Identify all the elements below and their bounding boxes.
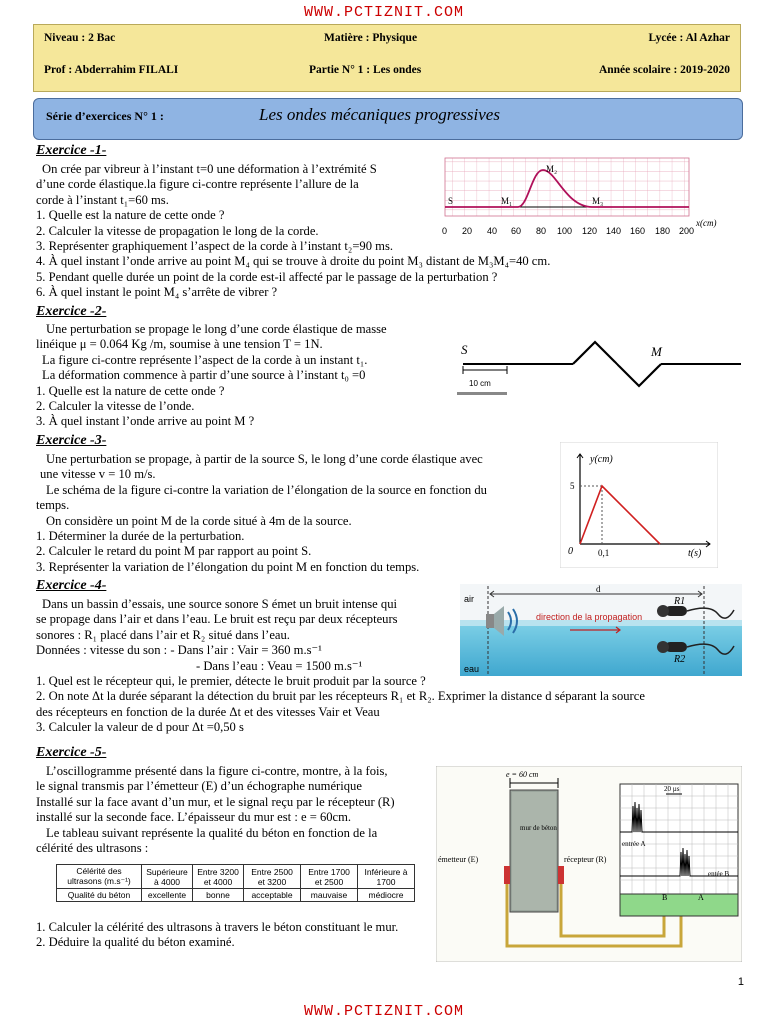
- ex3-figure: [560, 442, 718, 568]
- ex5-title: Exercice -5-: [36, 745, 107, 760]
- ex5-text: [36, 764, 395, 856]
- ex5-mur: mur de béton: [520, 824, 557, 832]
- table-cell: Supérieure à 4000: [142, 865, 193, 889]
- ex4-R2: R2: [674, 654, 686, 665]
- table-cell: Entre 3200 et 4000: [193, 865, 244, 889]
- ex4-line: se propage dans l’air et dans l’eau. Le bruit est reçu par deux récepteurs: [36, 612, 398, 627]
- table-cell: Inférieure à 1700: [358, 865, 415, 889]
- prof: Prof : Abderrahim FILALI: [44, 64, 179, 76]
- ex3-line: 3. Représenter la variation de l’élongation du point M en fonction du temps.: [36, 559, 420, 574]
- table-cell: Entre 1700 et 2500: [301, 865, 358, 889]
- ex5-questions: [36, 920, 398, 951]
- ex1-line: 3. Représenter graphiquement l’aspect de la corde à l’instant t₂=90 ms.: [36, 239, 394, 254]
- ex2-S: S: [461, 342, 468, 357]
- matiere: Matière : Physique: [324, 32, 418, 44]
- ex1-line: 6. À quel instant le point M₄ s’arrête de vibrer ?: [36, 285, 278, 300]
- ex3-y5: 5: [570, 481, 575, 491]
- ex5-entreeB: entée B: [708, 870, 730, 878]
- ex2-line: La déformation commence à partir d’une source à l’instant t₀ =0: [42, 368, 366, 383]
- ex3-line: une vitesse v = 10 m/s.: [40, 467, 156, 482]
- ex3-ylabel: y(cm): [590, 454, 613, 465]
- ex1-axis-label: x(cm): [696, 218, 717, 228]
- lycee: Lycée : Al Azhar: [648, 32, 730, 44]
- ex1-tick: 40: [487, 226, 498, 236]
- ex3-line: temps.: [36, 498, 70, 513]
- table-cell: Entre 2500 et 3200: [244, 865, 301, 889]
- beton-table: [56, 864, 415, 902]
- ex3-line: 2. Calculer le retard du point M par rapport au point S.: [36, 544, 312, 559]
- ex4-line: Données : vitesse du son : - Dans l’air : Vair = 360 m.s⁻¹: [36, 643, 322, 658]
- ex2-text: [36, 322, 387, 430]
- ex2-line: Une perturbation se propage le long d’une corde élastique de masse: [46, 322, 387, 336]
- table-cell: acceptable: [244, 889, 301, 902]
- ex1-tick: 20: [462, 226, 473, 236]
- ex1-line: 2. Calculer la vitesse de propagation le long de la corde.: [36, 223, 319, 238]
- ex3-xlabel: t(s): [688, 548, 702, 559]
- ex2-M: M: [651, 344, 662, 359]
- ex5-A: A: [698, 893, 704, 902]
- ex4-dir: direction de la propagation: [536, 612, 643, 622]
- serie-title: Les ondes mécaniques progressives: [259, 105, 500, 124]
- ex5-emetteur: émetteur (E): [438, 855, 479, 864]
- ex4-line: 1. Quel est le récepteur qui, le premier, détecte le bruit produit par la source ?: [36, 674, 426, 689]
- annee: Année scolaire : 2019-2020: [598, 64, 730, 76]
- table-cell: excellente: [142, 889, 193, 902]
- ex2-scale: 10 cm: [469, 379, 491, 388]
- ex2-line: linéique μ = 0.064 Kg /m, soumise à une tension T = 1N.: [36, 337, 323, 352]
- ex1-line: d’une corde élastique.la figure ci-contre représente l’allure de la: [36, 177, 359, 192]
- ex3-origin: 0: [568, 546, 573, 557]
- ex4-line: 2. On note Δt la durée séparant la détection du bruit par les récepteurs R₁ et R₂. Exprimer la distance d séparant la source: [36, 689, 645, 704]
- ex3-line: 1. Déterminer la durée de la perturbation.: [36, 529, 245, 544]
- serie-label: Série d’exercices N° 1 :: [46, 109, 164, 123]
- ex1-tick: 100: [557, 226, 573, 236]
- ex1-line: 5. Pendant quelle durée un point de la corde est-il affecté par le passage de la perturbation ?: [36, 269, 498, 284]
- ex1-figure: [440, 152, 740, 240]
- ex1-ticks: [442, 226, 694, 236]
- ex3-title: Exercice -3-: [36, 433, 107, 448]
- ex5-e: e = 60 cm: [506, 770, 539, 779]
- ex1-tick: 180: [655, 226, 671, 236]
- ex1-tick: 140: [606, 226, 622, 236]
- ex2-line: 3. À quel instant l’onde arrive au point M ?: [36, 414, 255, 429]
- ex5-line: 2. Déduire la qualité du béton examiné.: [36, 935, 235, 950]
- table-cell: médiocre: [358, 889, 415, 902]
- ex2-line: 1. Quelle est la nature de cette onde ?: [36, 383, 225, 398]
- ex4-line: 3. Calculer la valeur de d pour Δt =0,50 s: [36, 720, 244, 735]
- ex2-figure: [455, 328, 747, 398]
- ex5-B: B: [662, 893, 668, 902]
- ex4-eau-label: eau: [464, 664, 480, 674]
- ex1-tick: 200: [679, 226, 695, 236]
- ex5-line: installé sur la seconde face. L’épaisseur du mur est : e = 60cm.: [36, 810, 352, 825]
- table-cell: bonne: [193, 889, 244, 902]
- ex1-tick: 80: [536, 226, 547, 236]
- ex1-tick: 120: [582, 226, 598, 236]
- beton-row-celerite: [57, 865, 415, 889]
- page-number: 1: [737, 976, 744, 988]
- ex4-line: - Dans l’eau : Veau = 1500 m.s⁻¹: [196, 658, 363, 673]
- ex5-entreeA: entrée A: [622, 840, 646, 848]
- ex2-title: Exercice -2-: [36, 304, 107, 319]
- table-cell: Célérité des ultrasons (m.s⁻¹): [57, 865, 142, 889]
- ex1-M1: M₁: [501, 196, 513, 206]
- ex1-M3: M₃: [592, 196, 604, 206]
- ex5-line: Le tableau suivant représente la qualité du béton en fonction de la: [46, 825, 378, 840]
- beton-row-qualite: [57, 889, 415, 902]
- ex1-title: Exercice -1-: [36, 143, 107, 158]
- ex2-line: 2. Calculer la vitesse de l’onde.: [36, 399, 195, 414]
- ex5-line: 1. Calculer la célérité des ultrasons à travers le béton constituant le mur.: [36, 920, 399, 934]
- ex1-line: 1. Quelle est la nature de cette onde ?: [36, 208, 225, 223]
- ex1-line: corde à l’instant t₁=60 ms.: [36, 192, 169, 207]
- table-cell: Qualité du béton: [57, 889, 142, 902]
- ex4-d: d: [596, 584, 601, 594]
- ex3-text: [36, 452, 487, 575]
- ex3-line: On considère un point M de la corde situé à 4m de la source.: [46, 513, 352, 528]
- serie-box: [33, 98, 743, 140]
- ex1-S: S: [448, 196, 454, 206]
- ex4-title: Exercice -4-: [36, 578, 107, 593]
- ex1-tick: 0: [442, 226, 448, 236]
- ex1-tick: 60: [511, 226, 522, 236]
- ex5-recepteur: récepteur (R): [564, 855, 607, 864]
- ex3-line: Une perturbation se propage, à partir de la source S, le long d’une corde élastique avec: [46, 452, 483, 466]
- niveau: Niveau : 2 Bac: [44, 32, 116, 44]
- ex4-air-label: air: [464, 594, 475, 604]
- ex4-line: des récepteurs en fonction de la durée Δt et des vitesses Vair et Veau: [36, 704, 380, 719]
- ex4-figure: [460, 584, 742, 676]
- ex3-line: Le schéma de la figure ci-contre la variation de l’élongation de la source en fonction du: [46, 482, 487, 497]
- ex5-line: Installé sur la face avant d’un mur, et le signal reçu par le récepteur (R): [36, 794, 395, 809]
- ex4-line: sonores : R₁ placé dans l’air et R₂ situé dans l’eau.: [36, 627, 290, 642]
- ex4-R1: R1: [674, 596, 686, 607]
- ex1-line: 4. À quel instant l’onde arrive au point M₄ qui se trouve à droite du point M₃ distant de M₃M₄=40 cm.: [36, 254, 551, 269]
- partie: Partie N° 1 : Les ondes: [309, 64, 422, 76]
- ex1-M2: M₂: [546, 164, 558, 174]
- ex4-line: Dans un bassin d’essais, une source sonore S émet un bruit intense qui: [42, 597, 398, 611]
- header-box: [33, 24, 741, 92]
- ex3-x01: 0,1: [598, 548, 610, 558]
- ex2-line: La figure ci-contre représente l’aspect de la corde à un instant t₁.: [42, 352, 368, 367]
- ex1-tick: 160: [630, 226, 646, 236]
- ex5-line: L’oscillogramme présenté dans la figure ci-contre, montre, à la fois,: [46, 764, 388, 778]
- ex5-line: célérité des ultrasons :: [36, 841, 149, 856]
- ex5-line: le signal transmis par l’émetteur (E) d’un échographe numérique: [36, 779, 362, 794]
- site-url-bottom[interactable]: WWW.PCTIZNIT.COM: [303, 1003, 465, 1020]
- ex1-line: On crée par vibreur à l’instant t=0 une déformation à l’extrémité S: [42, 162, 377, 176]
- table-cell: mauvaise: [301, 889, 358, 902]
- ex5-time: 20 µs: [664, 785, 680, 793]
- ex5-figure: [436, 766, 742, 962]
- site-url-top[interactable]: WWW.PCTIZNIT.COM: [303, 4, 465, 21]
